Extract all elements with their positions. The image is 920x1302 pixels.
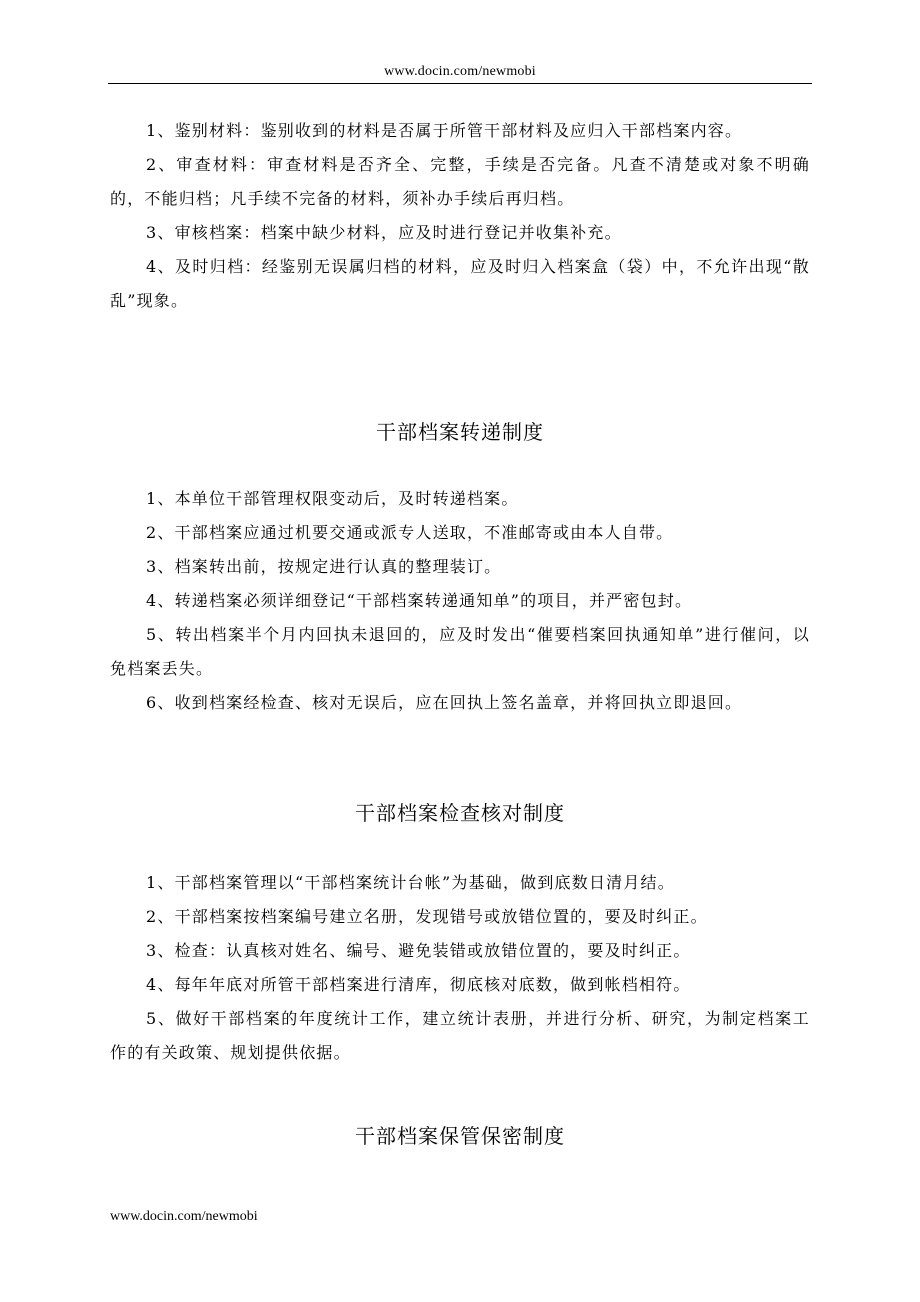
paragraph: 6、收到档案经检查、核对无误后，应在回执上签名盖章，并将回执立即退回。 bbox=[146, 693, 743, 712]
section-title-custody: 干部档案保管保密制度 bbox=[355, 1124, 565, 1148]
paragraph: 4、每年年底对所管干部档案进行清库，彻底核对底数，做到帐档相符。 bbox=[146, 975, 691, 994]
paragraph: 2、干部档案应通过机要交通或派专人送取，不准邮寄或由本人自带。 bbox=[146, 523, 674, 542]
paragraph: 2、干部档案按档案编号建立名册，发现错号或放错位置的，要及时纠正。 bbox=[146, 907, 708, 926]
paragraph: 2、审查材料：审查材料是否齐全、完整，手续是否完备。凡查不清楚或对象不明确的，不能归档；凡手续不完备的材料，须补办手续后再归档。 bbox=[110, 155, 810, 208]
paragraph: 3、检查：认真核对姓名、编号、避免装错或放错位置的，要及时纠正。 bbox=[146, 941, 691, 960]
paragraph: 3、审核档案：档案中缺少材料，应及时进行登记并收集补充。 bbox=[146, 223, 622, 242]
footer-url: www.docin.com/newmobi bbox=[110, 1209, 258, 1224]
section-transfer-body bbox=[110, 482, 810, 720]
paragraph: 5、转出档案半个月内回执未退回的，应及时发出“催要档案回执通知单”进行催问，以免档案丢失。 bbox=[110, 625, 810, 678]
header-url: www.docin.com/newmobi bbox=[384, 64, 536, 79]
paragraph: 1、鉴别材料：鉴别收到的材料是否属于所管干部材料及应归入干部档案内容。 bbox=[146, 121, 743, 140]
paragraph: 1、干部档案管理以“干部档案统计台帐”为基础，做到底数日清月结。 bbox=[146, 873, 675, 892]
paragraph: 1、本单位干部管理权限变动后，及时转递档案。 bbox=[146, 489, 519, 508]
section-title-check: 干部档案检查核对制度 bbox=[355, 801, 565, 825]
paragraph: 4、转递档案必须详细登记“干部档案转递通知单”的项目，并严密包封。 bbox=[146, 591, 693, 610]
section-intro-body bbox=[110, 114, 810, 318]
header-divider bbox=[108, 83, 812, 84]
paragraph: 5、做好干部档案的年度统计工作，建立统计表册，并进行分析、研究，为制定档案工作的有关政策、规划提供依据。 bbox=[110, 1009, 810, 1062]
paragraph: 4、及时归档：经鉴别无误属归档的材料，应及时归入档案盒（袋）中，不允许出现“散乱”现象。 bbox=[110, 257, 810, 310]
paragraph: 3、档案转出前，按规定进行认真的整理装订。 bbox=[146, 557, 502, 576]
section-check-body bbox=[110, 866, 810, 1070]
section-title-transfer: 干部档案转递制度 bbox=[376, 420, 544, 444]
